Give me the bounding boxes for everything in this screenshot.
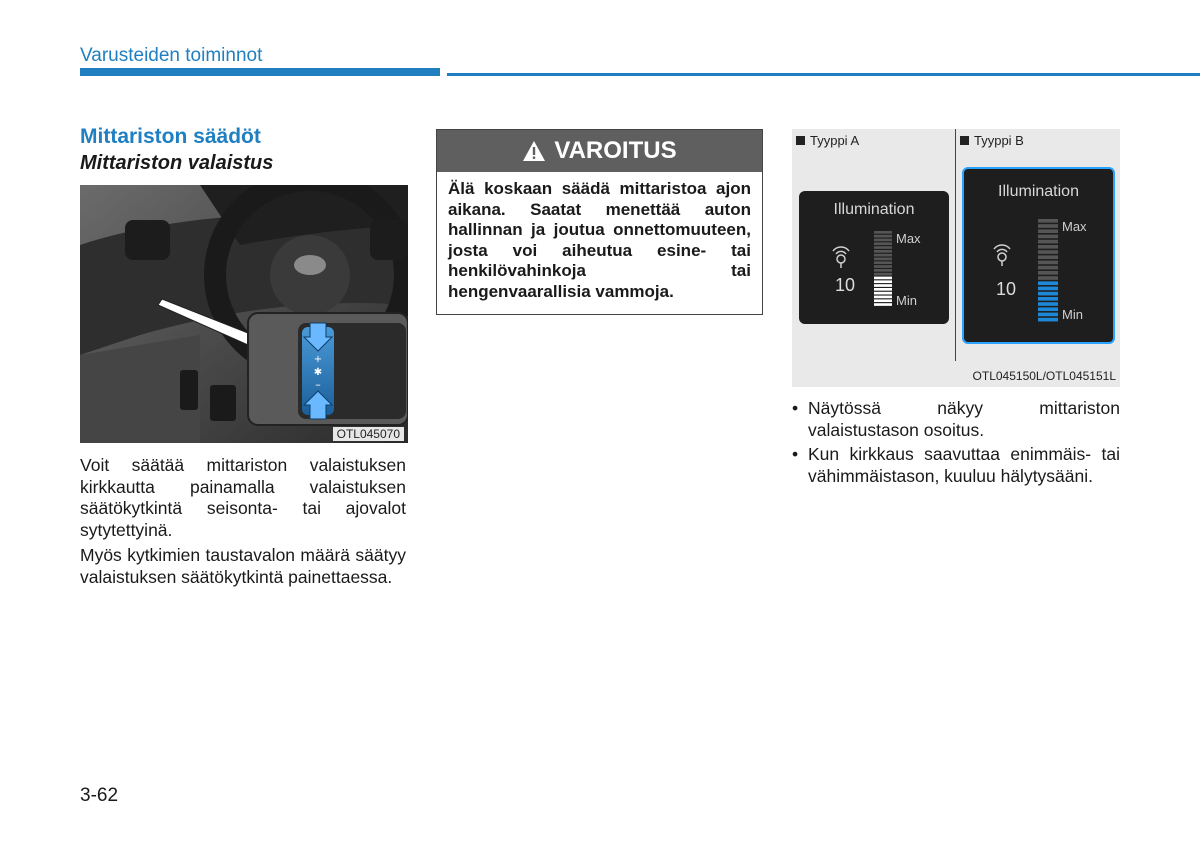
illumination-panel-b xyxy=(962,167,1115,344)
level-segment xyxy=(874,242,892,245)
illumination-panel-a xyxy=(799,191,949,324)
svg-text:–: – xyxy=(315,378,321,391)
max-label: Max xyxy=(896,231,921,246)
level-segment xyxy=(874,296,892,299)
level-segment xyxy=(874,258,892,261)
type-a-label xyxy=(796,133,859,148)
level-segment xyxy=(874,231,892,234)
type-a-text: Tyyppi A xyxy=(810,133,860,148)
warning-header xyxy=(437,130,762,172)
level-segment xyxy=(874,280,892,283)
level-segment xyxy=(1038,255,1058,259)
level-segment xyxy=(874,288,892,291)
level-segment xyxy=(1038,229,1058,233)
level-segment xyxy=(874,273,892,276)
subsection-heading: Mittariston valaistus xyxy=(80,152,274,174)
brightness-value: 10 xyxy=(996,279,1017,299)
level-segment xyxy=(1038,292,1058,296)
body-paragraph: Myös kytkimien taustavalon määrä säätyy valaistuksen säätökytkintä painettaessa. xyxy=(80,545,406,587)
page-number: 3-62 xyxy=(80,785,119,806)
level-segment xyxy=(1038,245,1058,249)
level-segment xyxy=(874,265,892,268)
level-segment xyxy=(1038,318,1058,322)
level-segment xyxy=(1038,313,1058,317)
level-segment xyxy=(874,303,892,306)
svg-text:+: + xyxy=(313,354,323,365)
level-segment xyxy=(874,284,892,287)
brightness-value: 10 xyxy=(835,275,856,295)
level-segment xyxy=(1038,240,1058,244)
level-segment xyxy=(874,299,892,302)
body-paragraph: Voit säätää mittariston valaistuksen kirkkautta painamalla valaistuksen säätökytkintä seisonta- tai ajovalot sytytettyinä. xyxy=(80,455,406,540)
level-segment xyxy=(1038,287,1058,291)
figure-divider xyxy=(955,129,956,361)
level-segment xyxy=(874,246,892,249)
level-segment xyxy=(1038,281,1058,285)
min-label: Min xyxy=(1062,307,1083,322)
level-segment xyxy=(1038,261,1058,265)
level-segment xyxy=(1038,271,1058,275)
warning-title: VAROITUS xyxy=(554,137,677,164)
min-label: Min xyxy=(896,293,917,308)
level-segment xyxy=(1038,266,1058,270)
level-segment xyxy=(874,292,892,295)
bullet-list xyxy=(792,398,1120,490)
dashboard-photo xyxy=(80,185,408,443)
level-segment xyxy=(1038,235,1058,239)
max-label: Max xyxy=(1062,219,1087,234)
figure-caption: OTL045070 xyxy=(333,427,404,441)
level-segment xyxy=(874,235,892,238)
brightness-icon xyxy=(990,241,1014,267)
level-segment xyxy=(1038,307,1058,311)
brightness-icon xyxy=(829,243,853,269)
level-segment xyxy=(874,261,892,264)
brightness-level-bar xyxy=(874,231,892,307)
figure-caption: OTL045150L/OTL045151L xyxy=(972,369,1116,383)
header-bar xyxy=(80,68,440,76)
level-segment xyxy=(874,254,892,257)
warning-text: Älä koskaan säädä mittaristoa ajon aikana. Saatat menettää auton hallinnan ja joutua onnettomuuteen, josta voi aiheutua esine- tai henkilövahinkoja tai hengenvaarallisia vammoja. xyxy=(448,179,751,301)
type-b-text: Tyyppi B xyxy=(974,133,1024,148)
warning-triangle-icon xyxy=(522,140,546,162)
bullet-item: • Näytössä näkyy mittariston valaistustason osoitus. xyxy=(792,398,1120,441)
level-segment xyxy=(874,277,892,280)
type-b-label xyxy=(960,133,1024,148)
level-segment xyxy=(1038,219,1058,223)
level-segment xyxy=(1038,297,1058,301)
illumination-figure xyxy=(792,129,1120,387)
level-segment xyxy=(1038,302,1058,306)
header-rule xyxy=(447,73,1200,76)
section-header: Varusteiden toiminnot xyxy=(80,45,263,66)
level-segment xyxy=(1038,250,1058,254)
bullet-item: • Kun kirkkaus saavuttaa enimmäis- tai vähimmäistason, kuuluu hälytysääni. xyxy=(792,444,1120,487)
level-segment xyxy=(1038,276,1058,280)
warning-box xyxy=(436,129,763,315)
dashboard-illustration xyxy=(80,185,408,443)
level-segment xyxy=(874,269,892,272)
brightness-level-bar xyxy=(1038,219,1058,323)
level-segment xyxy=(1038,224,1058,228)
svg-text:✱: ✱ xyxy=(313,367,323,378)
panel-title: Illumination xyxy=(998,183,1079,200)
level-segment xyxy=(874,250,892,253)
panel-title: Illumination xyxy=(833,201,915,218)
section-heading: Mittariston säädöt xyxy=(80,125,261,148)
level-segment xyxy=(874,239,892,242)
